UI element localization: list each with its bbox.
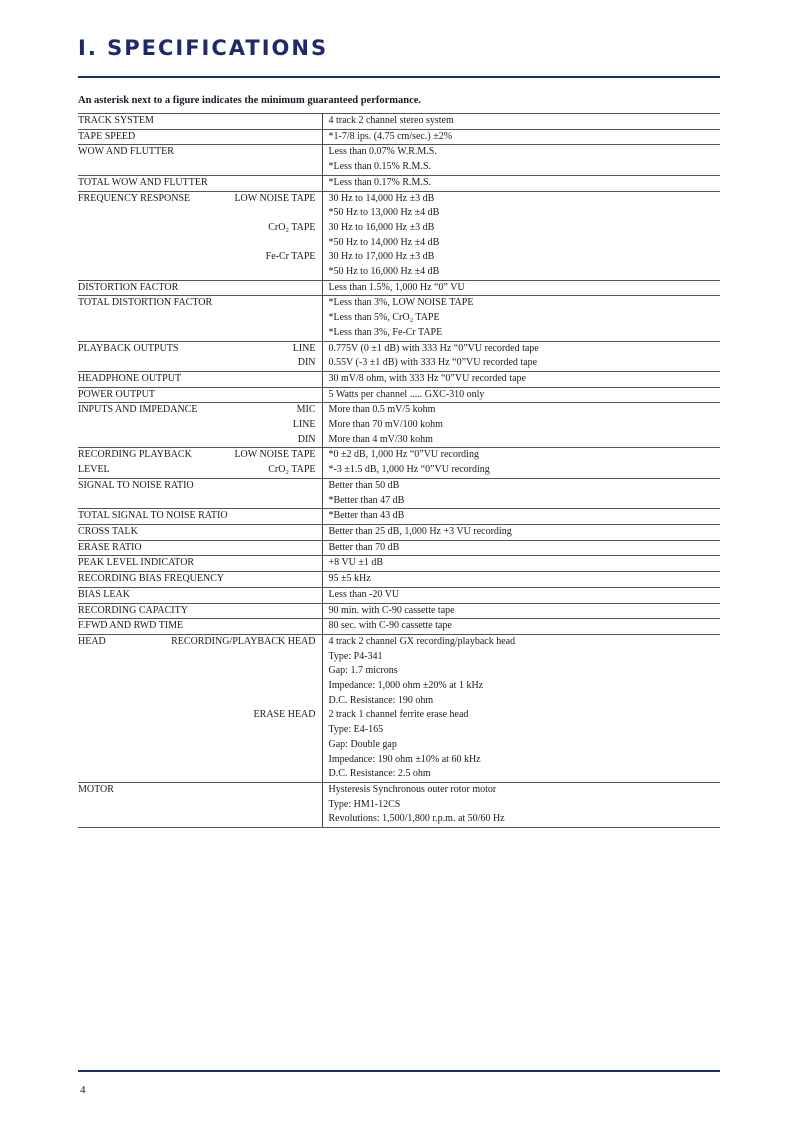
spec-sub-label: DIN bbox=[297, 357, 316, 369]
spec-name: TAPE SPEED bbox=[78, 130, 136, 142]
spec-name: CROSS TALK bbox=[78, 525, 138, 537]
spec-label-cell bbox=[78, 603, 322, 619]
spec-value: Type: P4-341 bbox=[328, 650, 383, 662]
spec-value: *Less than 0.15% R.M.S. bbox=[328, 161, 431, 173]
spec-label-cell bbox=[78, 341, 322, 356]
spec-name: LEVEL bbox=[78, 464, 110, 476]
spec-value: Better than 70 dB bbox=[322, 540, 720, 556]
page-number: 4 bbox=[80, 1084, 86, 1096]
spec-value: 95 ±5 kHz bbox=[322, 572, 720, 588]
spec-label-cell bbox=[78, 160, 322, 175]
spec-value: 0.55V (-3 ±1 dB) with 333 Hz “0”VU recorded tape bbox=[328, 357, 538, 369]
spec-name: PLAYBACK OUTPUTS bbox=[78, 342, 179, 354]
spec-label-cell bbox=[78, 587, 322, 603]
spec-value: Less than 1.5%, 1,000 Hz “0” VU bbox=[322, 280, 720, 296]
spec-label-cell bbox=[78, 280, 322, 296]
table-row bbox=[78, 403, 720, 418]
spec-name: RECORDING PLAYBACK bbox=[78, 449, 192, 461]
table-row bbox=[78, 812, 720, 827]
table-row bbox=[78, 650, 720, 665]
spec-value: Gap: 1.7 microns bbox=[328, 665, 398, 677]
table-row bbox=[78, 738, 720, 753]
spec-label-cell bbox=[78, 221, 322, 236]
spec-label-cell bbox=[78, 403, 322, 418]
table-row bbox=[78, 753, 720, 768]
table-row bbox=[78, 280, 720, 296]
spec-sub-label: DIN bbox=[297, 433, 316, 445]
spec-label-cell bbox=[78, 556, 322, 572]
spec-value: 30 Hz to 16,000 Hz ±3 dB bbox=[328, 221, 435, 233]
spec-label-cell bbox=[78, 463, 322, 478]
spec-label-cell bbox=[78, 114, 322, 130]
spec-value: *0 ±2 dB, 1,000 Hz “0”VU recording bbox=[322, 448, 720, 463]
spec-label-cell bbox=[78, 812, 322, 827]
spec-value: More than 70 mV/100 kohm bbox=[328, 419, 443, 431]
spec-value: Gap: Double gap bbox=[328, 738, 397, 750]
table-row bbox=[78, 572, 720, 588]
spec-value: 90 min. with C-90 cassette tape bbox=[322, 603, 720, 619]
spec-label-cell bbox=[78, 572, 322, 588]
spec-label-cell bbox=[78, 311, 322, 326]
spec-sub-label: LOW NOISE TAPE bbox=[234, 449, 316, 461]
spec-value: Hysteresis Synchronous outer rotor motor bbox=[322, 782, 720, 797]
specifications-table bbox=[78, 113, 720, 828]
spec-label-cell bbox=[78, 448, 322, 463]
spec-name: WOW AND FLUTTER bbox=[78, 146, 174, 158]
table-row bbox=[78, 371, 720, 387]
table-row bbox=[78, 679, 720, 694]
spec-label-cell bbox=[78, 191, 322, 206]
spec-value: Revolutions: 1,500/1,800 r.p.m. at 50/60 Hz bbox=[322, 812, 720, 827]
spec-label-cell bbox=[78, 433, 322, 448]
table-row bbox=[78, 634, 720, 649]
spec-sub-label: ERASE HEAD bbox=[253, 709, 316, 721]
spec-name: ERASE RATIO bbox=[78, 541, 142, 553]
title-rule bbox=[78, 76, 720, 78]
table-row bbox=[78, 694, 720, 709]
spec-sub-label: LOW NOISE TAPE bbox=[234, 192, 316, 204]
spec-label-cell bbox=[78, 619, 322, 635]
table-row bbox=[78, 478, 720, 493]
table-row bbox=[78, 540, 720, 556]
spec-label-cell bbox=[78, 509, 322, 525]
spec-label-cell bbox=[78, 767, 322, 782]
spec-value: *Less than 3%, LOW NOISE TAPE bbox=[322, 296, 720, 311]
spec-sub-label: LINE bbox=[292, 419, 316, 431]
table-row bbox=[78, 619, 720, 635]
table-row bbox=[78, 221, 720, 236]
spec-label-cell bbox=[78, 694, 322, 709]
table-row bbox=[78, 311, 720, 326]
spec-value: 30 mV/8 ohm, with 333 Hz “0”VU recorded tape bbox=[322, 371, 720, 387]
table-row bbox=[78, 708, 720, 723]
table-row bbox=[78, 767, 720, 782]
spec-value: *50 Hz to 13,000 Hz ±4 dB bbox=[328, 207, 440, 219]
spec-name: BIAS LEAK bbox=[78, 588, 130, 600]
spec-value: 4 track 2 channel stereo system bbox=[322, 114, 720, 130]
spec-name: DISTORTION FACTOR bbox=[78, 281, 179, 293]
spec-value: *Better than 47 dB bbox=[328, 494, 405, 506]
spec-value: 0.775V (0 ±1 dB) with 333 Hz “0”VU recorded tape bbox=[322, 341, 720, 356]
table-row bbox=[78, 145, 720, 160]
table-row bbox=[78, 160, 720, 175]
table-row bbox=[78, 723, 720, 738]
spec-label-cell bbox=[78, 356, 322, 371]
spec-value: 5 Watts per channel ..... GXC-310 only bbox=[322, 387, 720, 403]
spec-label-cell bbox=[78, 723, 322, 738]
spec-label-cell bbox=[78, 798, 322, 813]
table-row bbox=[78, 556, 720, 572]
table-row bbox=[78, 524, 720, 540]
table-row bbox=[78, 191, 720, 206]
spec-name: TOTAL DISTORTION FACTOR bbox=[78, 297, 213, 309]
spec-sub-label: Fe-Cr TAPE bbox=[265, 251, 316, 263]
spec-name: INPUTS AND IMPEDANCE bbox=[78, 404, 198, 416]
spec-sub-label: CrO₂ TAPE bbox=[268, 464, 316, 476]
spec-label-cell bbox=[78, 540, 322, 556]
spec-value: 80 sec. with C-90 cassette tape bbox=[322, 619, 720, 635]
table-row bbox=[78, 175, 720, 191]
spec-name: RECORDING BIAS FREQUENCY bbox=[78, 573, 225, 585]
table-row bbox=[78, 114, 720, 130]
spec-name: HEAD bbox=[78, 635, 106, 647]
spec-name: TRACK SYSTEM bbox=[78, 115, 154, 126]
spec-value: 30 Hz to 17,000 Hz ±3 dB bbox=[328, 251, 435, 263]
spec-value: *Less than 0.17% R.M.S. bbox=[322, 175, 720, 191]
spec-value: More than 0.5 mV/5 kohm bbox=[322, 403, 720, 418]
spec-name: SIGNAL TO NOISE RATIO bbox=[78, 479, 194, 491]
spec-label-cell bbox=[78, 265, 322, 280]
table-row bbox=[78, 341, 720, 356]
spec-sub-label: CrO₂ TAPE bbox=[268, 221, 316, 233]
spec-label-cell bbox=[78, 236, 322, 251]
spec-label-cell bbox=[78, 250, 322, 265]
spec-value: *Less than 3%, Fe-Cr TAPE bbox=[328, 326, 443, 338]
spec-value: Impedance: 190 ohm ±10% at 60 kHz bbox=[328, 753, 481, 765]
table-row bbox=[78, 463, 720, 478]
table-row bbox=[78, 236, 720, 251]
spec-value: More than 4 mV/30 kohm bbox=[328, 433, 433, 445]
spec-label-cell bbox=[78, 494, 322, 509]
table-row bbox=[78, 129, 720, 145]
table-row bbox=[78, 356, 720, 371]
spec-value: 30 Hz to 14,000 Hz ±3 dB bbox=[322, 191, 720, 206]
spec-name: TOTAL WOW AND FLUTTER bbox=[78, 176, 208, 188]
asterisk-note: An asterisk next to a figure indicates the minimum guaranteed performance. bbox=[78, 95, 422, 106]
spec-value: +8 VU ±1 dB bbox=[322, 556, 720, 572]
spec-name: PEAK LEVEL INDICATOR bbox=[78, 557, 195, 569]
spec-label-cell bbox=[78, 634, 322, 649]
spec-sub-label: MIC bbox=[296, 404, 316, 416]
spec-value: Better than 50 dB bbox=[322, 478, 720, 493]
spec-label-cell bbox=[78, 782, 322, 797]
page-title: I. SPECIFICATIONS bbox=[78, 36, 329, 60]
spec-label-cell bbox=[78, 326, 322, 341]
spec-value: *Better than 43 dB bbox=[322, 509, 720, 525]
spec-name: F.FWD AND RWD TIME bbox=[78, 620, 184, 632]
table-row bbox=[78, 782, 720, 797]
table-row bbox=[78, 664, 720, 679]
spec-value: Less than 0.07% W.R.M.S. bbox=[322, 145, 720, 160]
spec-label-cell bbox=[78, 206, 322, 221]
table-row bbox=[78, 448, 720, 463]
table-row bbox=[78, 296, 720, 311]
spec-value: Type: E4-165 bbox=[328, 724, 384, 736]
spec-label-cell bbox=[78, 650, 322, 665]
table-row bbox=[78, 509, 720, 525]
spec-label-cell bbox=[78, 129, 322, 145]
spec-value: *Less than 5%, CrO₂ TAPE bbox=[328, 312, 440, 324]
spec-label-cell bbox=[78, 175, 322, 191]
spec-value: D.C. Resistance: 2.5 ohm bbox=[328, 768, 431, 780]
spec-name: FREQUENCY RESPONSE bbox=[78, 192, 191, 204]
spec-label-cell bbox=[78, 524, 322, 540]
table-row bbox=[78, 418, 720, 433]
spec-value: *1-7/8 ips. (4.75 cm/sec.) ±2% bbox=[322, 129, 720, 145]
spec-label-cell bbox=[78, 371, 322, 387]
spec-sub-label: LINE bbox=[292, 342, 316, 354]
spec-value: 4 track 2 channel GX recording/playback head bbox=[322, 634, 720, 649]
spec-value: Type: HM1-12CS bbox=[328, 798, 401, 810]
table-row bbox=[78, 798, 720, 813]
table-row bbox=[78, 494, 720, 509]
footer-rule bbox=[78, 1070, 720, 1072]
spec-sub-label: RECORDING/PLAYBACK HEAD bbox=[171, 635, 316, 647]
spec-value: *50 Hz to 14,000 Hz ±4 dB bbox=[328, 236, 440, 248]
table-row bbox=[78, 326, 720, 341]
spec-value: Impedance: 1,000 ohm ±20% at 1 kHz bbox=[328, 680, 484, 692]
spec-value: *50 Hz to 16,000 Hz ±4 dB bbox=[328, 266, 440, 278]
spec-value: Less than -20 VU bbox=[322, 587, 720, 603]
spec-label-cell bbox=[78, 753, 322, 768]
spec-name: MOTOR bbox=[78, 783, 114, 795]
table-row bbox=[78, 587, 720, 603]
spec-value: Better than 25 dB, 1,000 Hz +3 VU recording bbox=[322, 524, 720, 540]
spec-label-cell bbox=[78, 387, 322, 403]
spec-value: *-3 ±1.5 dB, 1,000 Hz “0”VU recording bbox=[328, 464, 490, 476]
spec-label-cell bbox=[78, 679, 322, 694]
spec-value: D.C. Resistance: 190 ohm bbox=[328, 694, 434, 706]
table-row bbox=[78, 387, 720, 403]
table-row bbox=[78, 250, 720, 265]
table-row bbox=[78, 603, 720, 619]
spec-label-cell bbox=[78, 738, 322, 753]
table-row bbox=[78, 265, 720, 280]
spec-label-cell bbox=[78, 478, 322, 493]
spec-label-cell bbox=[78, 664, 322, 679]
spec-value: 2 track 1 channel ferrite erase head bbox=[328, 709, 469, 721]
spec-label-cell bbox=[78, 418, 322, 433]
table-row bbox=[78, 433, 720, 448]
spec-label-cell bbox=[78, 145, 322, 160]
spec-name: POWER OUTPUT bbox=[78, 388, 155, 400]
table-row bbox=[78, 206, 720, 221]
spec-label-cell bbox=[78, 708, 322, 723]
spec-label-cell bbox=[78, 296, 322, 311]
spec-name: TOTAL SIGNAL TO NOISE RATIO bbox=[78, 510, 228, 522]
spec-name: HEADPHONE OUTPUT bbox=[78, 372, 182, 384]
spec-name: RECORDING CAPACITY bbox=[78, 604, 188, 616]
